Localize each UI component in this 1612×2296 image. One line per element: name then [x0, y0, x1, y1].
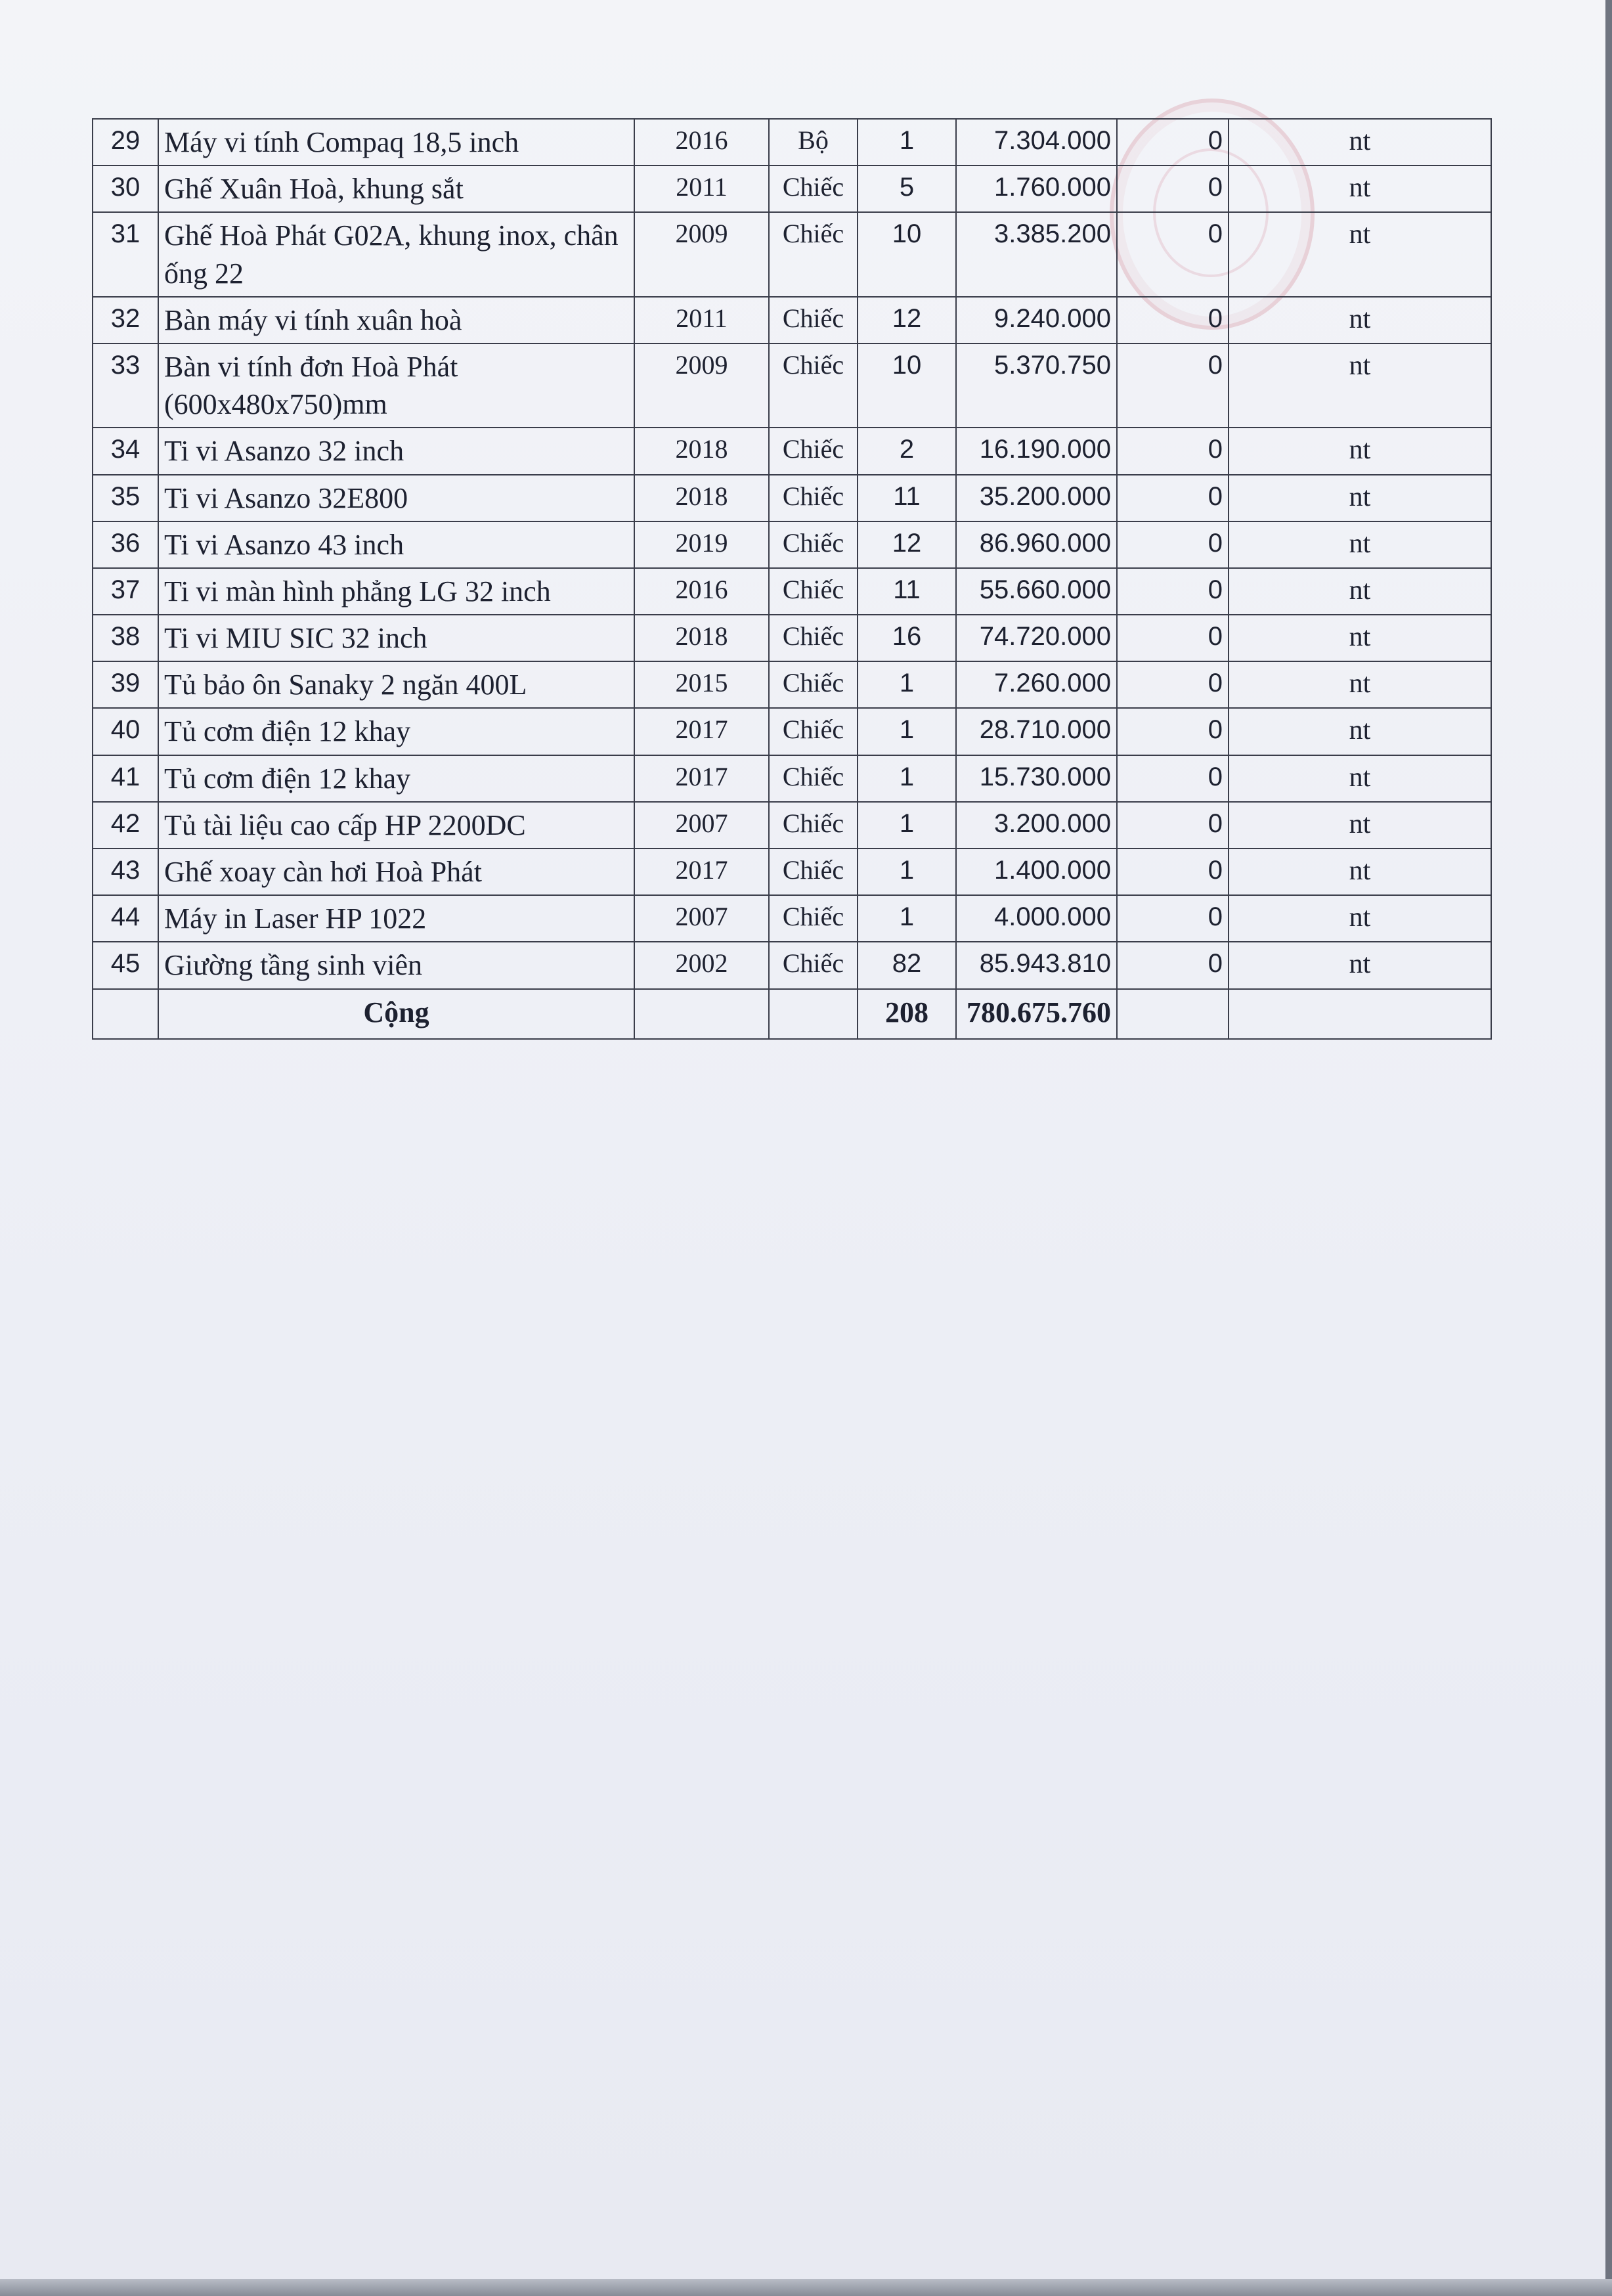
- row-number-cell: 39: [93, 661, 158, 708]
- year-in-use-cell: 2019: [634, 521, 769, 568]
- unit-cell: Chiếc: [769, 895, 858, 942]
- note-cell: nt: [1229, 475, 1491, 521]
- quantity-cell: 5: [858, 166, 956, 212]
- row-number-cell: 37: [93, 568, 158, 615]
- table-row: [93, 802, 1491, 849]
- original-value-cell: 5.370.750: [956, 343, 1117, 428]
- item-name-cell: Ti vi Asanzo 43 inch: [158, 521, 634, 568]
- quantity-cell: 82: [858, 942, 956, 988]
- total-quantity: 208: [858, 989, 956, 1039]
- remaining-value-cell: 0: [1117, 212, 1229, 296]
- table-row: [93, 568, 1491, 615]
- note-cell: nt: [1229, 895, 1491, 942]
- total-no-cell: [93, 989, 158, 1039]
- table-row: [93, 119, 1491, 166]
- quantity-cell: 1: [858, 849, 956, 895]
- unit-cell: Chiếc: [769, 849, 858, 895]
- unit-cell: Chiếc: [769, 708, 858, 755]
- row-number-cell: 43: [93, 849, 158, 895]
- table-row: [93, 521, 1491, 568]
- remaining-value-cell: 0: [1117, 119, 1229, 166]
- remaining-value-cell: 0: [1117, 802, 1229, 849]
- row-number-cell: 36: [93, 521, 158, 568]
- item-name-cell: Tủ cơm điện 12 khay: [158, 708, 634, 755]
- unit-cell: Chiếc: [769, 615, 858, 661]
- row-number-cell: 33: [93, 343, 158, 428]
- year-in-use-cell: 2018: [634, 475, 769, 521]
- remaining-value-cell: 0: [1117, 942, 1229, 988]
- remaining-value-cell: 0: [1117, 166, 1229, 212]
- quantity-cell: 1: [858, 755, 956, 802]
- year-in-use-cell: 2018: [634, 615, 769, 661]
- asset-inventory-table: [92, 118, 1492, 1040]
- unit-cell: Chiếc: [769, 212, 858, 296]
- remaining-value-cell: 0: [1117, 343, 1229, 428]
- unit-cell: Chiếc: [769, 166, 858, 212]
- unit-cell: Chiếc: [769, 755, 858, 802]
- remaining-value-cell: 0: [1117, 849, 1229, 895]
- remaining-value-cell: 0: [1117, 708, 1229, 755]
- item-name-cell: Tủ bảo ôn Sanaky 2 ngăn 400L: [158, 661, 634, 708]
- item-name-cell: Ti vi Asanzo 32E800: [158, 475, 634, 521]
- year-in-use-cell: 2009: [634, 343, 769, 428]
- note-cell: nt: [1229, 661, 1491, 708]
- original-value-cell: 1.760.000: [956, 166, 1117, 212]
- year-in-use-cell: 2017: [634, 755, 769, 802]
- table-body: [93, 119, 1491, 989]
- item-name-cell: Ti vi màn hình phẳng LG 32 inch: [158, 568, 634, 615]
- item-name-cell: Bàn vi tính đơn Hoà Phát (600x480x750)mm: [158, 343, 634, 428]
- quantity-cell: 11: [858, 568, 956, 615]
- unit-cell: Chiếc: [769, 802, 858, 849]
- table-row: [93, 755, 1491, 802]
- remaining-value-cell: 0: [1117, 521, 1229, 568]
- unit-cell: Chiếc: [769, 521, 858, 568]
- note-cell: nt: [1229, 428, 1491, 474]
- total-unit-cell: [769, 989, 858, 1039]
- note-cell: nt: [1229, 755, 1491, 802]
- original-value-cell: 86.960.000: [956, 521, 1117, 568]
- note-cell: nt: [1229, 297, 1491, 343]
- original-value-cell: 9.240.000: [956, 297, 1117, 343]
- item-name-cell: Ghế Xuân Hoà, khung sắt: [158, 166, 634, 212]
- year-in-use-cell: 2017: [634, 849, 769, 895]
- original-value-cell: 4.000.000: [956, 895, 1117, 942]
- table-row: [93, 166, 1491, 212]
- unit-cell: Chiếc: [769, 428, 858, 474]
- original-value-cell: 16.190.000: [956, 428, 1117, 474]
- quantity-cell: 12: [858, 297, 956, 343]
- quantity-cell: 16: [858, 615, 956, 661]
- total-note-cell: [1229, 989, 1491, 1039]
- row-number-cell: 41: [93, 755, 158, 802]
- item-name-cell: Giường tầng sinh viên: [158, 942, 634, 988]
- table-row: [93, 615, 1491, 661]
- row-number-cell: 40: [93, 708, 158, 755]
- row-number-cell: 42: [93, 802, 158, 849]
- note-cell: nt: [1229, 802, 1491, 849]
- year-in-use-cell: 2017: [634, 708, 769, 755]
- quantity-cell: 10: [858, 212, 956, 296]
- remaining-value-cell: 0: [1117, 428, 1229, 474]
- row-number-cell: 35: [93, 475, 158, 521]
- item-name-cell: Máy vi tính Compaq 18,5 inch: [158, 119, 634, 166]
- original-value-cell: 3.200.000: [956, 802, 1117, 849]
- table-row: [93, 849, 1491, 895]
- year-in-use-cell: 2015: [634, 661, 769, 708]
- table-row: [93, 708, 1491, 755]
- item-name-cell: Bàn máy vi tính xuân hoà: [158, 297, 634, 343]
- original-value-cell: 55.660.000: [956, 568, 1117, 615]
- year-in-use-cell: 2016: [634, 119, 769, 166]
- remaining-value-cell: 0: [1117, 475, 1229, 521]
- total-remaining-cell: [1117, 989, 1229, 1039]
- unit-cell: Chiếc: [769, 661, 858, 708]
- year-in-use-cell: 2018: [634, 428, 769, 474]
- year-in-use-cell: 2009: [634, 212, 769, 296]
- remaining-value-cell: 0: [1117, 568, 1229, 615]
- remaining-value-cell: 0: [1117, 661, 1229, 708]
- row-number-cell: 29: [93, 119, 158, 166]
- unit-cell: Chiếc: [769, 942, 858, 988]
- item-name-cell: Ti vi Asanzo 32 inch: [158, 428, 634, 474]
- quantity-cell: 1: [858, 708, 956, 755]
- note-cell: nt: [1229, 521, 1491, 568]
- table-row: [93, 343, 1491, 428]
- row-number-cell: 45: [93, 942, 158, 988]
- quantity-cell: 12: [858, 521, 956, 568]
- unit-cell: Chiếc: [769, 475, 858, 521]
- note-cell: nt: [1229, 708, 1491, 755]
- table-row: [93, 212, 1491, 296]
- unit-cell: Chiếc: [769, 568, 858, 615]
- item-name-cell: Ghế Hoà Phát G02A, khung inox, chân ống 22: [158, 212, 634, 296]
- item-name-cell: Máy in Laser HP 1022: [158, 895, 634, 942]
- remaining-value-cell: 0: [1117, 755, 1229, 802]
- row-number-cell: 30: [93, 166, 158, 212]
- row-number-cell: 31: [93, 212, 158, 296]
- item-name-cell: Ghế xoay càn hơi Hoà Phát: [158, 849, 634, 895]
- table-row: [93, 895, 1491, 942]
- unit-cell: Bộ: [769, 119, 858, 166]
- original-value-cell: 7.260.000: [956, 661, 1117, 708]
- unit-cell: Chiếc: [769, 343, 858, 428]
- item-name-cell: Tủ cơm điện 12 khay: [158, 755, 634, 802]
- total-year-cell: [634, 989, 769, 1039]
- original-value-cell: 35.200.000: [956, 475, 1117, 521]
- total-label: Cộng: [158, 989, 634, 1039]
- note-cell: nt: [1229, 849, 1491, 895]
- row-number-cell: 38: [93, 615, 158, 661]
- year-in-use-cell: 2007: [634, 802, 769, 849]
- item-name-cell: Ti vi MIU SIC 32 inch: [158, 615, 634, 661]
- year-in-use-cell: 2016: [634, 568, 769, 615]
- total-row: [93, 989, 1491, 1039]
- table-row: [93, 297, 1491, 343]
- scan-edge-bottom: [0, 2279, 1612, 2296]
- row-number-cell: 44: [93, 895, 158, 942]
- note-cell: nt: [1229, 166, 1491, 212]
- unit-cell: Chiếc: [769, 297, 858, 343]
- original-value-cell: 1.400.000: [956, 849, 1117, 895]
- original-value-cell: 3.385.200: [956, 212, 1117, 296]
- quantity-cell: 11: [858, 475, 956, 521]
- original-value-cell: 28.710.000: [956, 708, 1117, 755]
- year-in-use-cell: 2011: [634, 297, 769, 343]
- year-in-use-cell: 2002: [634, 942, 769, 988]
- note-cell: nt: [1229, 615, 1491, 661]
- quantity-cell: 1: [858, 661, 956, 708]
- quantity-cell: 1: [858, 895, 956, 942]
- table-row: [93, 428, 1491, 474]
- remaining-value-cell: 0: [1117, 895, 1229, 942]
- table-row: [93, 661, 1491, 708]
- item-name-cell: Tủ tài liệu cao cấp HP 2200DC: [158, 802, 634, 849]
- row-number-cell: 32: [93, 297, 158, 343]
- remaining-value-cell: 0: [1117, 297, 1229, 343]
- quantity-cell: 2: [858, 428, 956, 474]
- original-value-cell: 74.720.000: [956, 615, 1117, 661]
- note-cell: nt: [1229, 942, 1491, 988]
- table-row: [93, 475, 1491, 521]
- table-row: [93, 942, 1491, 988]
- original-value-cell: 7.304.000: [956, 119, 1117, 166]
- remaining-value-cell: 0: [1117, 615, 1229, 661]
- row-number-cell: 34: [93, 428, 158, 474]
- year-in-use-cell: 2011: [634, 166, 769, 212]
- original-value-cell: 85.943.810: [956, 942, 1117, 988]
- note-cell: nt: [1229, 568, 1491, 615]
- note-cell: nt: [1229, 343, 1491, 428]
- quantity-cell: 1: [858, 802, 956, 849]
- quantity-cell: 1: [858, 119, 956, 166]
- note-cell: nt: [1229, 119, 1491, 166]
- note-cell: nt: [1229, 212, 1491, 296]
- original-value-cell: 15.730.000: [956, 755, 1117, 802]
- total-value: 780.675.760: [956, 989, 1117, 1039]
- scan-edge-right: [1605, 0, 1612, 2296]
- quantity-cell: 10: [858, 343, 956, 428]
- year-in-use-cell: 2007: [634, 895, 769, 942]
